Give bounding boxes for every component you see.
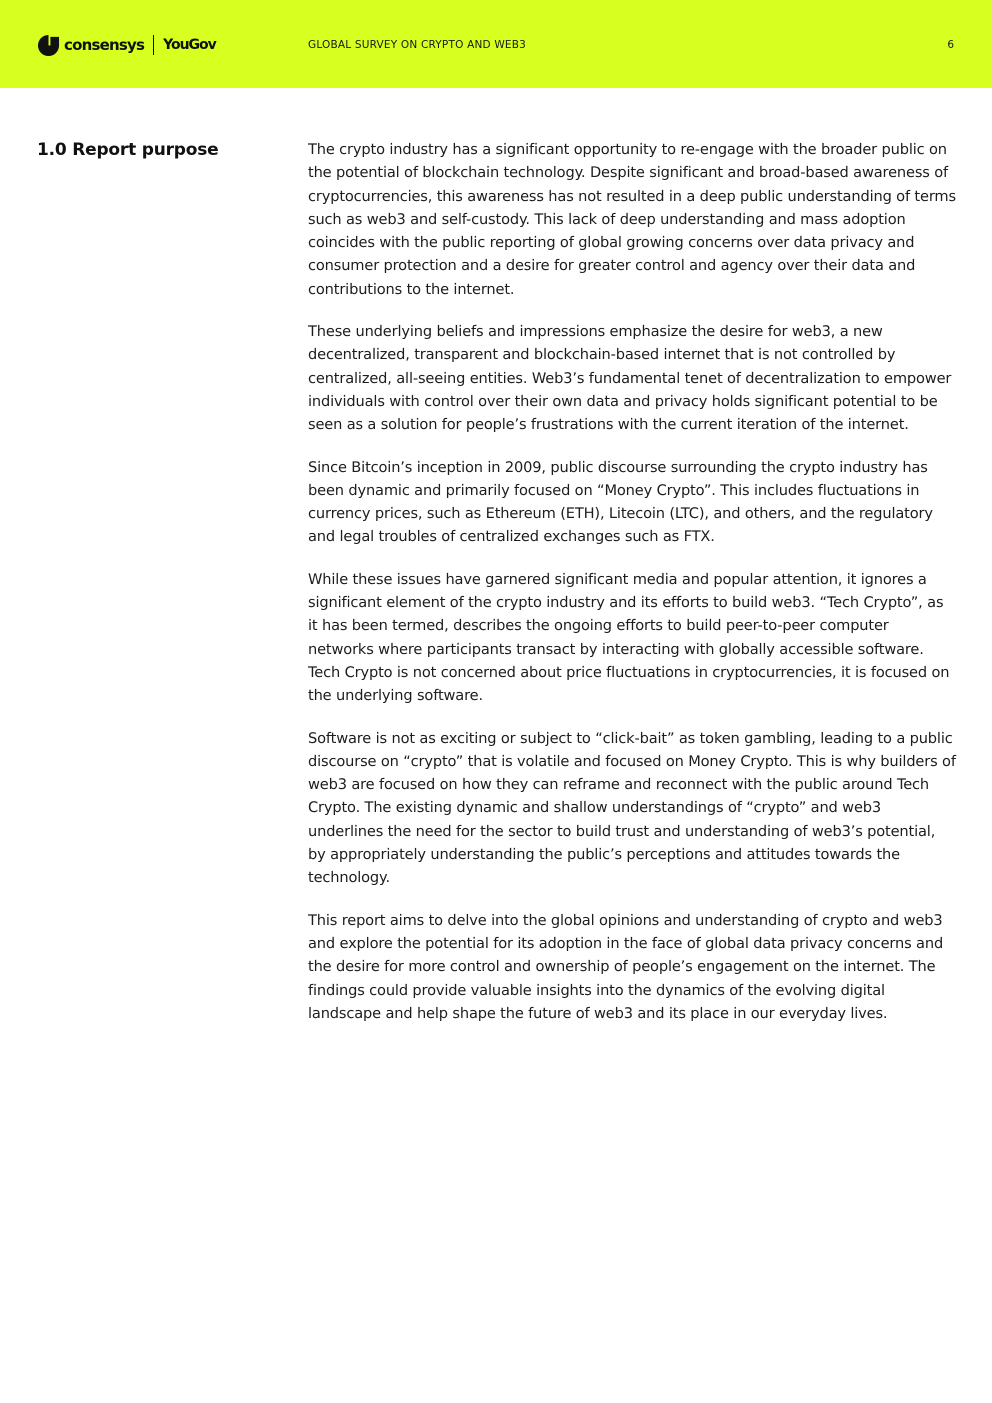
consensys-logo-text: consensys: [64, 36, 145, 54]
paragraph: While these issues have garnered significant media and popular attention, it ignores a significant element of the crypto industry and its efforts to build web3. “Tech Crypto”, as it has been termed, describes the ongoing efforts to build peer-to-peer computer networks where participants transact by interacting with globally accessible software. Tech Crypto is not concerned about price fluctuations in cryptocurrencies, it is focused on the underlying software.: [308, 570, 950, 705]
paragraph: Software is not as exciting or subject to “click-bait” as token gambling, leading to a public discourse on “crypto” that is volatile and focused on Money Crypto. This is why builders of web3 are focused on how they can reframe and reconnect with the public around Tech Crypto. The existing dynamic and shallow understandings of “crypto” and web3 underlines the need for the sector to build trust and understanding of web3’s potential, by appropriately understanding the public’s perceptions and attitudes towards the technology.: [308, 729, 956, 887]
paragraph: This report aims to delve into the global opinions and understanding of crypto and web3 and explore the potential for its adoption in the face of global data privacy concerns and the desire for more control and ownership of people’s engagement on the internet. The findings could provide valuable insights into the dynamics of the evolving digital landscape and help shape the future of web3 and its place in our everyday lives.: [308, 911, 944, 1022]
body-text: [308, 138, 956, 1044]
paragraph: The crypto industry has a significant opportunity to re-engage with the broader public on the potential of blockchain technology. Despite significant and broad-based awareness of cryptocurrencies, this awareness has not resulted in a deep public understanding of terms such as web3 and self-custody. This lack of deep understanding and mass adoption coincides with the public reporting of global growing concerns over data privacy and consumer protection and a desire for greater control and agency over their data and contributions to the internet.: [308, 141, 956, 298]
report-title: GLOBAL SURVEY ON CRYPTO AND WEB3: [308, 39, 527, 51]
page-header: [0, 0, 992, 88]
logo-group: [37, 33, 216, 57]
consensys-logo-icon: [37, 34, 60, 57]
section-heading: 1.0 Report purpose: [37, 140, 219, 160]
page-number: 6: [947, 39, 954, 51]
yougov-logo-text: YouGov: [163, 37, 216, 53]
paragraph: Since Bitcoin’s inception in 2009, public discourse surrounding the crypto industry has been dynamic and primarily focused on “Money Crypto”. This includes fluctuations in currency prices, such as Ethereum (ETH), Litecoin (LTC), and others, and the regulatory and legal troubles of centralized exchanges such as FTX.: [308, 458, 933, 546]
logo-divider: [153, 35, 154, 55]
paragraph: These underlying beliefs and impressions emphasize the desire for web3, a new decentralized, transparent and blockchain-based internet that is not controlled by centralized, all-seeing entities. Web3’s fundamental tenet of decentralization to empower individuals with control over their own data and privacy holds significant potential to be seen as a solution for people’s frustrations with the current iteration of the internet.: [308, 323, 952, 434]
